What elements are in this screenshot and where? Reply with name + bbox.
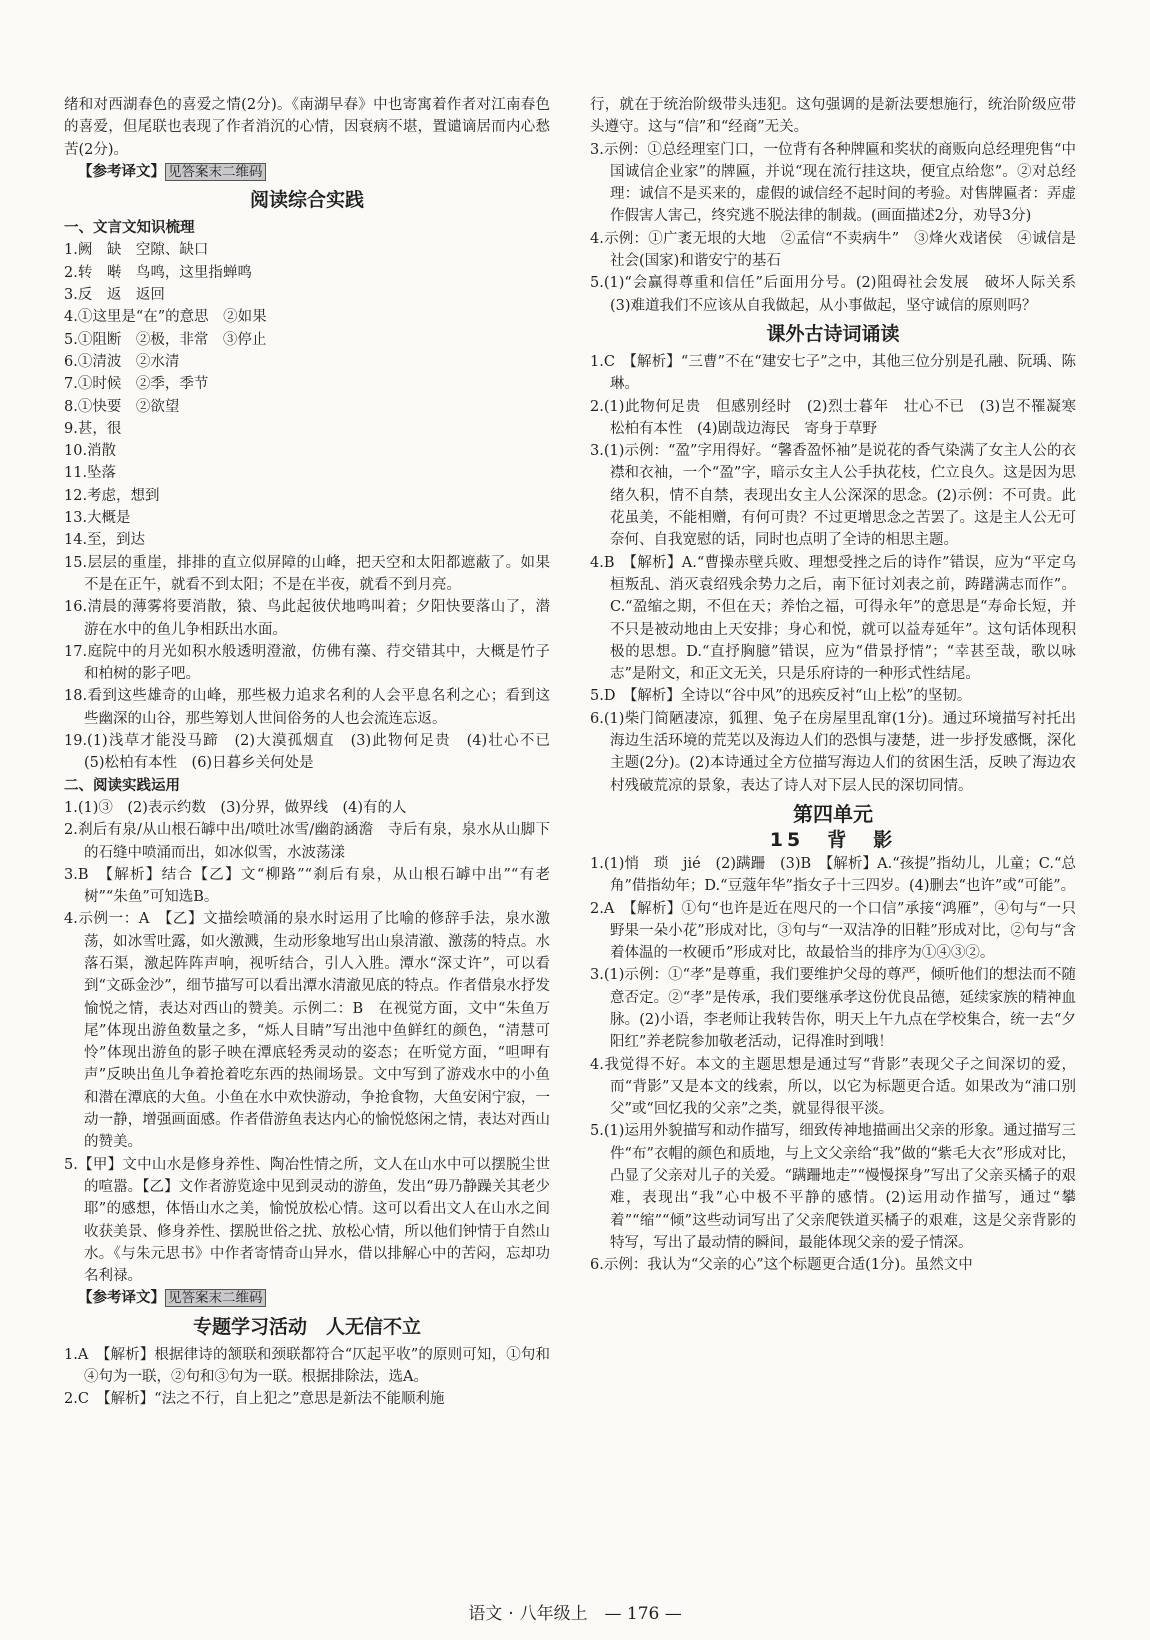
answer-line: 12.考虑，想到	[64, 487, 160, 504]
section-heading: 专题学习活动 人无信不立	[192, 1315, 421, 1338]
answer-item: 5.(1)“会赢得尊重和信任”后面用分号。(2)阻碍社会发展 破坏人际关系 (3)难道我们不应该从自我做起，从小事做起，坚守诚信的原则吗？	[590, 275, 1091, 314]
reference-tag: 【参考译文】	[78, 1290, 165, 1307]
answer-line: 行，就在于统治阶级带头违犯。这句强调的是新法要想施行，统治阶级应带头遵守。这与“信”和“经商”无关。	[590, 97, 1076, 136]
answer-item: 1.A 【解析】根据律诗的颔联和颈联都符合“仄起平收”的原则可知，①句和④句为一联，②句和③句为一联。根据排除法，选A。	[64, 1346, 550, 1386]
answer-line: 1.(1)③ (2)表示约数 (3)分界，做界线 (4)有的人	[64, 799, 407, 816]
unit-heading: 第四单元	[793, 801, 873, 826]
reference-translation-note	[64, 1287, 550, 1309]
answer-line: 8.①快要 ②欲望	[64, 398, 180, 415]
answer-item: 4.示例：①广袤无垠的大地 ②孟信“不卖病牛” ③烽火戏诸侯 ④诚信是社会(国家)和谐安宁的基石	[590, 230, 1076, 270]
answer-line: 3.反 返 返回	[64, 287, 165, 304]
answer-line: 10.消散	[64, 443, 117, 460]
section-heading: 阅读综合实践	[249, 189, 364, 212]
subsection-heading: 二、阅读实践运用	[64, 776, 180, 794]
footer-page-number: — 176 —	[604, 1604, 682, 1624]
answer-item: 3.(1)示例：①“孝”是尊重，我们要维护父母的尊严，倾听他们的想法而不随意否定。②“孝”是传承，我们要继承孝这份优良品德，延续家族的精神血脉。(2)小语，李老师让我转告你，明天上午九点在学校集合，统一去“夕阳红”养老院参加敬老活动，记得准时到哦！	[590, 967, 1076, 1051]
answer-item: 4.B 【解析】A.“曹操赤壁兵败、理想受挫之后的诗作”错误，应为“平定乌桓叛乱、消灭袁绍残余势力之后，南下征讨刘表之前，踌躇满志而作”。C.“盈缩之期，不但在天；养怡之福，可得永年”的意思是“寿命长短，并不只是被动地由上天安排；身心和悦，就可以益寿延年”。这句话体现积极的思想。D.“直抒胸臆”错误，应为“借景抒情”；“幸甚至哉，歌以咏志”是附文，和正文无关，只是乐府诗的一种形式性结尾。	[590, 554, 1076, 683]
answer-line: 2.转 啭 鸟鸣，这里指蝉鸣	[64, 264, 252, 281]
answer-item: 1.C 【解析】“三曹”不在“建安七子”之中，其他三位分别是孔融、阮瑀、陈琳。	[590, 353, 1076, 393]
answer-item: 5.D 【解析】全诗以“谷中风”的迅疾反衬“山上松”的坚韧。	[590, 688, 972, 705]
answer-item: 5.(1)运用外貌描写和动作描写，细致传神地描画出父亲的形象。通过描写三件“布”衣帽的颜色和质地，与上文父亲给“我”做的“紫毛大衣”形成对比，凸显了父亲对儿子的关爱。“蹒跚地走”“慢慢探身”写出了父亲买橘子的艰难，表现出“我”心中极不平静的感情。(2)运用动作描写，通过“攀着”“缩”“倾”这些动词写出了父亲爬铁道买橘子的艰难，这是父亲背影的特写，写出了最动情的瞬间，最能体现父亲的爱子情深。	[590, 1123, 1076, 1251]
answer-item: 17.庭院中的月光如积水般透明澄澈，仿佛有藻、荇交错其中，大概是竹子和柏树的影子吧。	[64, 643, 550, 683]
answer-item: 2.刹后有泉/从山根石罅中出/喷吐冰雪/幽韵涵澹 寺后有泉，泉水从山脚下的石缝中喷涌而出，如冰似雪，水波荡漾	[64, 822, 550, 861]
answer-item: 2.(1)此物何足贵 但感别经时 (2)烈士暮年 壮心不已 (3)岂不罹凝寒 松柏有本性 (4)剧哉边海民 寄身于草野	[590, 398, 1091, 437]
answer-line: 绪和对西湖春色的喜爱之情(2分)。《南湖早春》中也寄寓着作者对江南春色的喜爱，但尾联也表现了作者消沉的心情，因衰病不堪，置谴谪居而内心愁苦(2分)。	[64, 97, 550, 158]
qr-code-note: 见答案末二维码	[165, 1289, 266, 1307]
answer-item: 3.(1)示例：“盈”字用得好。“馨香盈怀袖”是说花的香气染满了女主人公的衣襟和衣袖，一个“盈”字，暗示女主人公手执花枝，伫立良久。这是因为思绪久积，情不自禁，表现出女主人公深深的思念。(2)示例：不可贵。此花虽美，不能相赠，有何可贵？不过更增思念之苦罢了。这是主人公无可奈何、自我宽慰的话，同时也点明了全诗的相思主题。	[590, 443, 1076, 549]
answer-line: 6.①清波 ②水清	[64, 353, 180, 370]
answer-item: 6.(1)柴门简陋凄凉，狐狸、兔子在房屋里乱窜(1分)。通过环境描写衬托出海边生活环境的荒芜以及海边人们的恐惧与凄楚，进一步抒发感慨，深化主题(2分)。(2)本诗通过全方位描写海边人们的贫困生活，反映了海边农村残破荒凉的景象，表达了诗人对下层人民的深切同情。	[590, 710, 1076, 794]
footer-subject: 语文	[468, 1604, 503, 1624]
lesson-heading: 15 背 影	[769, 828, 897, 851]
left-column	[64, 94, 565, 1411]
answer-item: 4.示例一：A 【乙】文描绘喷涌的泉水时运用了比喻的修辞手法，泉水激荡，如冰雪吐露，如火激溅，生动形象地写出山泉清澈、激荡的特点。水落石渠，激起阵阵声响，视听结合，引人入胜。潭水“深丈许”，可以看到“文砾金沙”，细节描写可以看出潭水清澈见底的特点。作者借泉水抒发愉悦之情，表达对西山的赞美。示例二：B 在视觉方面，文中“朱鱼万尾”体现出游鱼数量之多，“烁人目睛”写出池中鱼鲜红的颜色，“清慧可怜”体现出游鱼的影子映在潭底轻秀灵动的姿态；在听觉方面，“呾呷有声”反映出鱼儿争着抢着吃东西的热闹场景。文中写到了游戏水中的小鱼和潜在潭底的大鱼。小鱼在水中欢快游动，争抢食物，大鱼安闲宁寂，一动一静，增强画面感。作者借游鱼表达内心的愉悦悠闲之情，表达对西山的赞美。	[64, 911, 550, 1151]
answer-line: 5.①阻断 ②极，非常 ③停止	[64, 331, 267, 348]
answer-line: 13.大概是	[64, 510, 131, 527]
section-heading: 课外古诗词诵读	[766, 322, 900, 345]
reference-tag: 【参考译文】	[78, 163, 165, 180]
answer-item: 18.看到这些雄奇的山峰，那些极力追求名利的人会平息名利之心；看到这些幽深的山谷，那些筹划人世间俗务的人也会流连忘返。	[64, 688, 550, 727]
answer-item: 2.C 【解析】“法之不行，自上犯之”意思是新法不能顺利施	[64, 1391, 445, 1408]
answer-item: 3.示例：①总经理室门口，一位背有各种牌匾和奖状的商贩向总经理兜售“中国诚信企业家”的牌匾，并说“现在流行挂这块，便宜点给您”。②对总经理：诚信不是买来的，虚假的诚信经不起时间的考验。对售牌匾者：弄虚作假害人害己，终究逃不脱法律的制裁。(画面描述2分，劝导3分)	[590, 141, 1076, 225]
answer-item: 19.(1)浅草才能没马蹄 (2)大漠孤烟直 (3)此物何足贵 (4)壮心不已 (5)松柏有本性 (6)日暮乡关何处是	[64, 733, 565, 772]
answer-item: 16.清晨的薄雾将要消散，猿、鸟此起彼伏地鸣叫着；夕阳快要落山了，潜游在水中的鱼儿争相跃出水面。	[64, 599, 550, 638]
qr-code-note: 见答案末二维码	[165, 163, 266, 181]
subsection-heading: 一、文言文知识梳理	[64, 219, 195, 237]
answer-line: 9.甚，很	[64, 420, 122, 437]
reference-translation-note	[64, 161, 550, 183]
answer-item: 6.示例：我认为“父亲的心”这个标题更合适(1分)。虽然文中	[590, 1257, 973, 1274]
answer-item: 5.【甲】文中山水是修身养性、陶冶性情之所，文人在山水中可以摆脱尘世的喧嚣。【乙】文作者游览途中见到灵动的游鱼，发出“毋乃静躁关其老少耶”的感想，体悟山水之美，愉悦放松心情。这可以看出文人在山水之间收获美景、修身养性、摆脱世俗之扰、放松心情，所以他们钟情于自然山水。《与朱元思书》中作者寄情奇山异水，借以排解心中的苦闷，忘却功名利禄。	[64, 1156, 550, 1285]
answer-line: 1.阙 缺 空隙、缺口	[64, 242, 209, 259]
answer-item: 3.B 【解析】结合【乙】文“柳路”“刹后有泉，从山根石罅中出”“有老树”“朱鱼”可知选B。	[64, 866, 550, 906]
answer-item: 2.A 【解析】①句“也许是近在咫尺的一个口信”承接“鸿雁”，④句与“一只野果一朵小花”形成对比，③句与“一双洁净的旧鞋”形成对比，②句与“含着体温的一枚硬币”形成对比，故最恰当的排序为①④③②。	[590, 900, 1076, 962]
answer-item: 1.(1)悄 琐 jié (2)蹒跚 (3)B 【解析】A.“孩提”指幼儿，儿童；C.“总角”借指幼年；D.“豆蔻年华”指女子十三四岁。(4)删去“也许”或“可能”。	[590, 855, 1076, 895]
answer-line: 7.①时候 ②季，季节	[64, 376, 209, 393]
footer-grade: 八年级上	[519, 1604, 588, 1624]
right-column	[590, 94, 1091, 1277]
page-footer	[0, 1599, 1150, 1624]
answer-item: 15.层层的重崖，排排的直立似屏障的山峰，把天空和太阳都遮蔽了。如果不是在正午，就看不到太阳；不是在半夜，就看不到月亮。	[64, 554, 550, 593]
answer-line: 11.坠落	[64, 465, 117, 482]
answer-line: 4.①这里是“在”的意思 ②如果	[64, 309, 267, 326]
answer-item: 4.我觉得不好。本文的主题思想是通过写“背影”表现父子之间深切的爱，而“背影”又是本文的线索，所以，以它为标题更合适。如果改为“浦口别父”或“回忆我的父亲”之类，就显得很平淡。	[590, 1056, 1076, 1118]
answer-line: 14.至，到达	[64, 532, 146, 549]
footer-dot: ·	[508, 1604, 514, 1624]
